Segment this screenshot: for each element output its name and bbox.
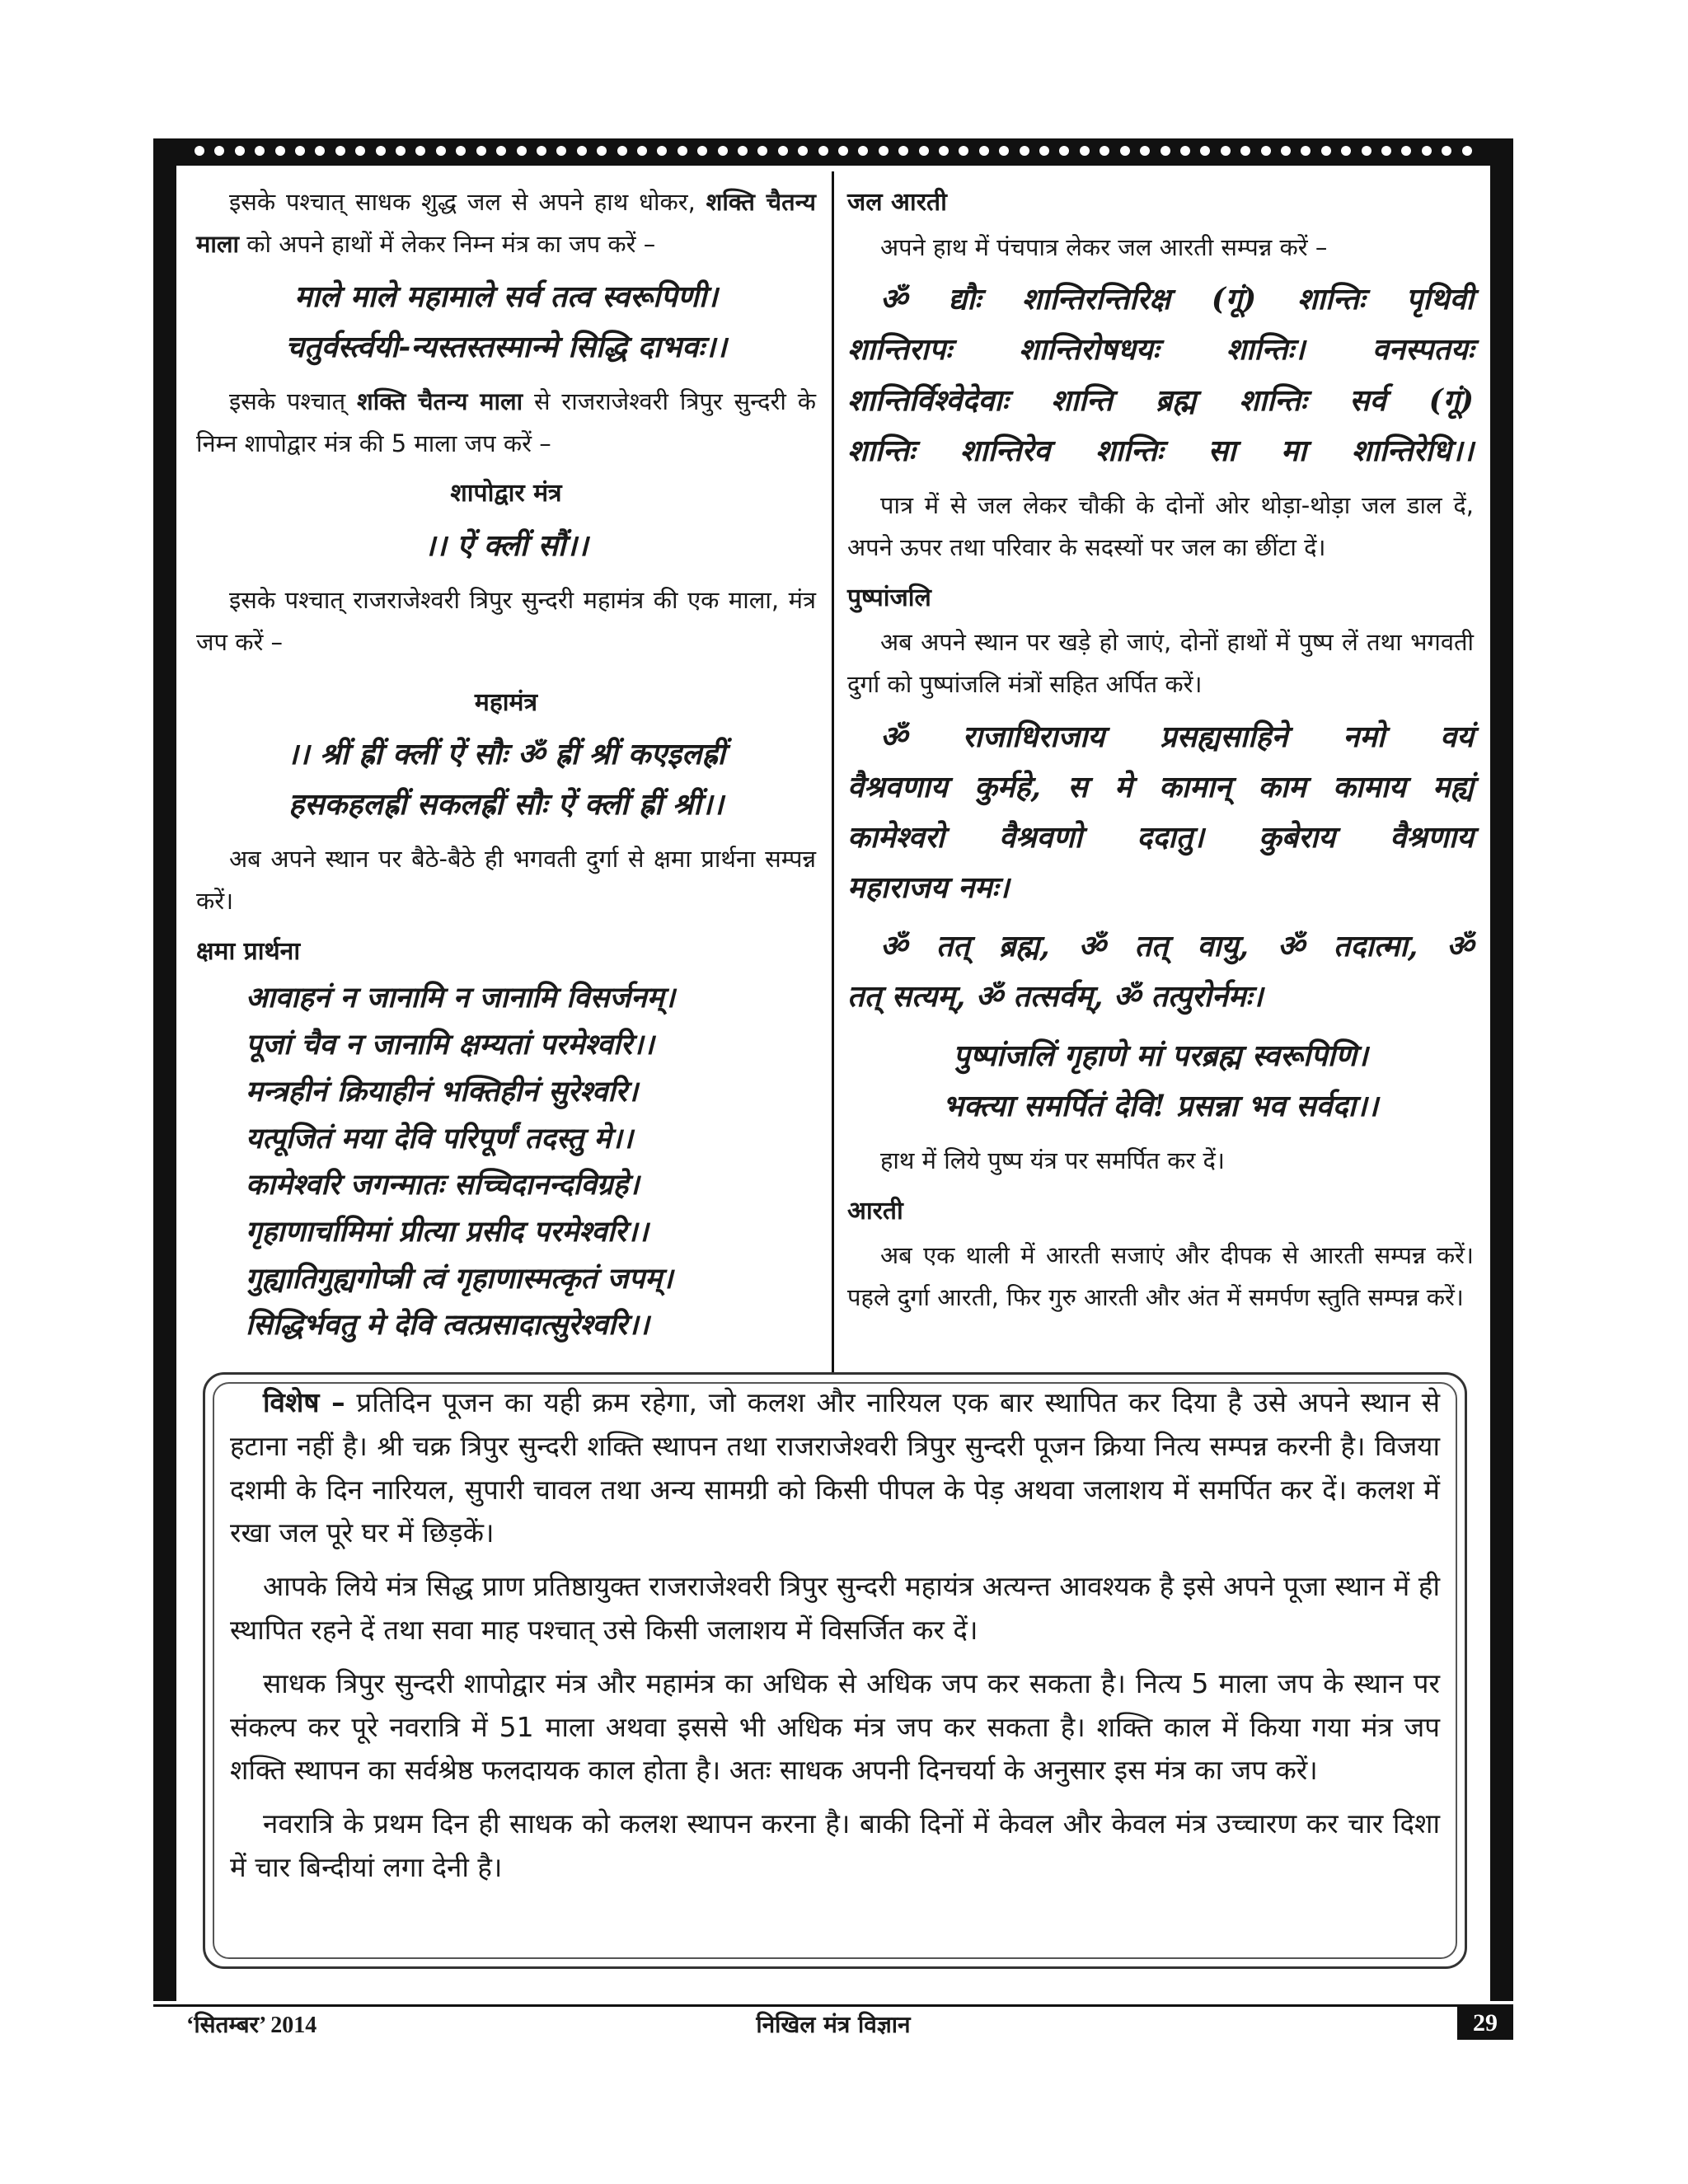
pushpanjali-mantra-1 (847, 712, 1474, 914)
decorative-dot (697, 146, 707, 156)
decorative-dot (898, 146, 908, 156)
decorative-dot (1321, 146, 1331, 156)
top-inner-rule (176, 163, 1490, 166)
page-frame (153, 138, 1513, 2001)
paragraph-mala-intro (196, 181, 816, 265)
mantra-line: कामेश्वरो वैश्रवणो ददातु। कुबेराय वैश्रणाय (847, 819, 1474, 855)
decorative-dot (235, 146, 245, 156)
decorative-dot (798, 146, 808, 156)
mantra-line: चतुर्वर्स्त्वयी-न्यस्तस्तस्मान्मे सिद्धि दाभवः।। (285, 329, 727, 364)
decorative-dot (818, 146, 828, 156)
decorative-dot (1261, 146, 1271, 156)
prayer-line: आवाहनं न जानामि न जानामि विसर्जनम्। (246, 981, 675, 1015)
mantra-line: वैश्रवणाय कुर्महे, स मे कामान् काम कामाय मह्यं (847, 769, 1474, 804)
decorative-dot (1080, 146, 1090, 156)
prayer-line: कामेश्वरि जगन्मातः सच्चिदानन्दविग्रहे। (246, 1168, 640, 1202)
shapoddhar-mantra (196, 521, 816, 571)
decorative-dot (959, 146, 968, 156)
decorative-dot (1381, 146, 1391, 156)
top-dotted-rule (153, 138, 1513, 163)
heading-kshama-prarthana: क्षमा प्रार्थना (196, 936, 301, 966)
decorative-dot (1422, 146, 1432, 156)
decorative-dot (637, 146, 647, 156)
paragraph-shapoddhar-intro (196, 381, 816, 465)
note-label: विशेष – (263, 1386, 345, 1418)
decorative-dot (838, 146, 848, 156)
decorative-dot (1301, 146, 1311, 156)
decorative-dot (657, 146, 667, 156)
decorative-dot (1120, 146, 1130, 156)
decorative-dot (1160, 146, 1170, 156)
decorative-dot (678, 146, 687, 156)
decorative-dot (537, 146, 546, 156)
decorative-dot (919, 146, 929, 156)
decorative-dot (1341, 146, 1351, 156)
decorative-dot (1240, 146, 1250, 156)
text: को अपने हाथों में लेकर निम्न मंत्र का जप करें – (239, 229, 656, 258)
mantra-line: ।। श्रीं ह्रीं क्लीं ऐं सौः ॐ ह्रीं श्रीं कएइलह्रीं (287, 737, 725, 772)
decorative-dot (255, 146, 265, 156)
right-border-bar (1490, 138, 1513, 2001)
text: इसके पश्चात् (229, 387, 358, 415)
mantra-line: माले माले महामाले सर्व तत्व स्वरूपिणी। (294, 279, 718, 314)
decorative-dot (1442, 146, 1451, 156)
mantra-line: ।। ऐं क्लीं सौं।। (424, 527, 588, 563)
decorative-dot (1140, 146, 1150, 156)
left-border-bar (153, 138, 176, 2001)
text: प्रतिदिन पूजन का यही क्रम रहेगा, जो कलश और नारियल एक बार स्थापित कर दिया है उसे अपने स्थान से हटाना नहीं है। श्री चक्र त्रिपुर सुन्दरी शक्ति स्थापन तथा राजराजेश्वरी त्रिपुर सुन्दरी पूजन क्रिया नित्य सम्पन्न करनी है। विजया दशमी के दिन नारियल, सुपारी चावल तथा अन्य सामग्री को किसी पीपल के पेड़ अथवा जलाशय में समर्पित कर दें। कलश में रखा जल पूरे घर में छिड़कें। (230, 1386, 1441, 1549)
heading-aarti: आरती (847, 1196, 903, 1226)
note-paragraph: आपके लिये मंत्र सिद्ध प्राण प्रतिष्ठायुक्त राजराजेश्वरी त्रिपुर सुन्दरी महायंत्र अत्यन्त आवश्यक है इसे अपने पूजा स्थान में ही स्थापित रहने दें तथा सवा माह पश्चात् उसे किसी जलाशय में विसर्जित कर दें। (230, 1570, 1440, 1646)
mantra-line: ॐ राजाधिराजाय प्रसह्यसाहिने नमो वयं (880, 719, 1474, 754)
decorative-dot (214, 146, 224, 156)
mantra-line: तत् सत्यम्, ॐ तत्सर्वम्, ॐ तत्पुरोर्नमः। (847, 979, 1264, 1015)
heading-shapoddhar-mantra: शापोद्वार मंत्र (450, 479, 562, 509)
pushpanjali-mantra-3 (847, 1031, 1474, 1132)
decorative-dot (738, 146, 748, 156)
decorative-dot (757, 146, 767, 156)
note-box-text (230, 1381, 1440, 1900)
decorative-dot (1401, 146, 1411, 156)
decorative-dot (778, 146, 788, 156)
paragraph-jal-sprinkle: पात्र में से जल लेकर चौकी के दोनों ओर थोड़ा-थोड़ा जल डाल दें, अपने ऊपर तथा परिवार के सदस्यों पर जल का छींटा दें। (847, 491, 1474, 561)
decorative-dot (315, 146, 325, 156)
decorative-dot (879, 146, 889, 156)
text: से राजराजेश्वरी त्रिपुर सुन्दरी के निम्न शापोद्वार मंत्र की 5 माला जप करें – (196, 387, 816, 457)
decorative-dot (1221, 146, 1231, 156)
decorative-dot (456, 146, 466, 156)
mantra-line: हसकहलह्रीं सकलह्रीं सौः ऐं क्लीं ह्रीं श्रीं।। (288, 787, 724, 823)
mala-mantra (196, 272, 816, 373)
decorative-dot (1059, 146, 1069, 156)
decorative-dot (1039, 146, 1049, 156)
left-column (196, 181, 816, 1349)
decorative-dot (1020, 146, 1029, 156)
decorative-dot (718, 146, 728, 156)
text: इसके पश्चात् साधक शुद्ध जल से अपने हाथ धोकर, (229, 188, 706, 216)
prayer-line: पूजां चैव न जानामि क्षम्यतां परमेश्वरि।। (246, 1028, 654, 1062)
bold-term: शक्ति चैतन्य माला (196, 188, 816, 258)
decorative-dot (597, 146, 607, 156)
decorative-dot (376, 146, 386, 156)
decorative-dot (979, 146, 989, 156)
mantra-line: शान्तिः शान्तिरेव शान्तिः सा मा शान्तिरेधि।। (847, 433, 1474, 468)
mantra-line: महाराजय नमः। (847, 870, 1010, 906)
note-paragraph (230, 1381, 1440, 1555)
jal-aarti-mantra (847, 274, 1474, 476)
decorative-dot (476, 146, 486, 156)
mantra-line: शान्तिरापः शान्तिरोषधयः शान्तिः। वनस्पतयः (847, 332, 1474, 368)
decorative-dot (1462, 146, 1472, 156)
special-note-box (203, 1372, 1467, 1969)
decorative-dot (999, 146, 1009, 156)
decorative-dot (496, 146, 506, 156)
paragraph-jal-aarti: अपने हाथ में पंचपात्र लेकर जल आरती सम्पन्न करें – (880, 232, 1328, 261)
paragraph-pushpanjali: अब अपने स्थान पर खड़े हो जाएं, दोनों हाथों में पुष्प लें तथा भगवती दुर्गा को पुष्पांजलि मंत्रों सहित अर्पित करें। (847, 628, 1474, 698)
decorative-dot (1100, 146, 1109, 156)
decorative-dot (858, 146, 868, 156)
bold-term: शक्ति चैतन्य माला (357, 387, 523, 415)
mantra-line: ॐ द्यौः शान्तिरन्तिरिक्ष (गूं) शान्तिः पृथिवी (880, 282, 1474, 317)
pushpanjali-mantra-2 (847, 921, 1474, 1022)
mantra-line: शान्तिर्विश्वेदेवाः शान्ति ब्रह्म शान्तिः सर्व (गूं) (847, 382, 1474, 418)
decorative-dot (1180, 146, 1190, 156)
decorative-dot (939, 146, 949, 156)
paragraph-kshama-intro: अब अपने स्थान पर बैठे-बैठे ही भगवती दुर्गा से क्षमा प्रार्थना सम्पन्न करें। (196, 845, 816, 916)
decorative-dot (577, 146, 587, 156)
decorative-dot (275, 146, 285, 156)
decorative-dot (396, 146, 406, 156)
right-column (847, 181, 1474, 1325)
issue-date: ‘सितम्बर’ 2014 (186, 2013, 317, 2038)
decorative-dot (1281, 146, 1291, 156)
page-number: 29 (1457, 2007, 1513, 2040)
kshama-prayer (196, 975, 816, 1349)
prayer-line: सिद्धिर्भवतु मे देवि त्वत्प्रसादात्सुरेश्वरि।। (246, 1308, 649, 1343)
decorative-dot (517, 146, 527, 156)
note-paragraph: साधक त्रिपुर सुन्दरी शापोद्वार मंत्र और महामंत्र का अधिक से अधिक जप कर सकता है। नित्य 5 माला जप के स्थान पर संकल्प कर पूरे नवरात्रि में 51 माला अथवा इससे भी अधिक मंत्र जप कर सकता है। शक्ति काल में किया गया मंत्र जप शक्ति स्थापन का सर्वश्रेष्ठ फलदायक काल होता है। अतः साधक अपनी दिनचर्या के अनुसार इस मंत्र का जप करें। (230, 1666, 1440, 1787)
decorative-dot (556, 146, 566, 156)
prayer-line: यत्पूजितं मया देवि परिपूर्णं तदस्तु मे।। (246, 1121, 633, 1155)
decorative-dot (295, 146, 305, 156)
note-paragraph: नवरात्रि के प्रथम दिन ही साधक को कलश स्थापन करना है। बाकी दिनों में केवल और केवल मंत्र उच्चारण कर चार दिशा में चार बिन्दीयां लगा देनी है। (230, 1807, 1440, 1883)
decorative-dot (617, 146, 627, 156)
decorative-dot (1200, 146, 1210, 156)
decorative-dot (355, 146, 365, 156)
column-divider (832, 171, 834, 1375)
heading-pushpanjali: पुष्पांजलि (847, 583, 931, 612)
decorative-dot (1362, 146, 1372, 156)
mantra-line: ॐ तत् ब्रह्म, ॐ तत् वायु, ॐ तदात्मा, ॐ (880, 929, 1474, 964)
decorative-dot (415, 146, 425, 156)
mantra-line: पुष्पांजलिं गृहाणे मां परब्रह्म स्वरूपिणि। (953, 1038, 1368, 1073)
decorative-dot (436, 146, 446, 156)
prayer-line: गुह्यातिगुह्यगोप्त्री त्वं गृहाणास्मत्कृतं जपम्। (246, 1261, 673, 1296)
heading-jal-aarti: जल आरती (847, 188, 947, 217)
prayer-line: मन्त्रहीनं क्रियाहीनं भक्तिहीनं सुरेश्वरि। (246, 1074, 639, 1108)
mahamantra (196, 729, 816, 830)
magazine-title: निखिल मंत्र विज्ञान (756, 2011, 911, 2038)
decorative-dot (335, 146, 345, 156)
decorative-dot (195, 146, 204, 156)
paragraph-pushpanjali-offer: हाथ में लिये पुष्प यंत्र पर समर्पित कर दें। (880, 1146, 1225, 1174)
mantra-line: भक्त्या समर्पितं देवि! प्रसन्ना भव सर्वदा।। (942, 1088, 1379, 1123)
page-footer (153, 2004, 1513, 2040)
paragraph-mahamantra-intro: इसके पश्चात् राजराजेश्वरी त्रिपुर सुन्दरी महामंत्र की एक माला, मंत्र जप करें – (196, 586, 816, 656)
prayer-line: गृहाणार्चामिमां प्रीत्या प्रसीद परमेश्वरि।। (246, 1214, 649, 1249)
paragraph-aarti: अब एक थाली में आरती सजाएं और दीपक से आरती सम्पन्न करें। पहले दुर्गा आरती, फिर गुरु आरती और अंत में समर्पण स्तुति सम्पन्न करें। (847, 1241, 1474, 1311)
heading-mahamantra: महामंत्र (474, 687, 538, 717)
